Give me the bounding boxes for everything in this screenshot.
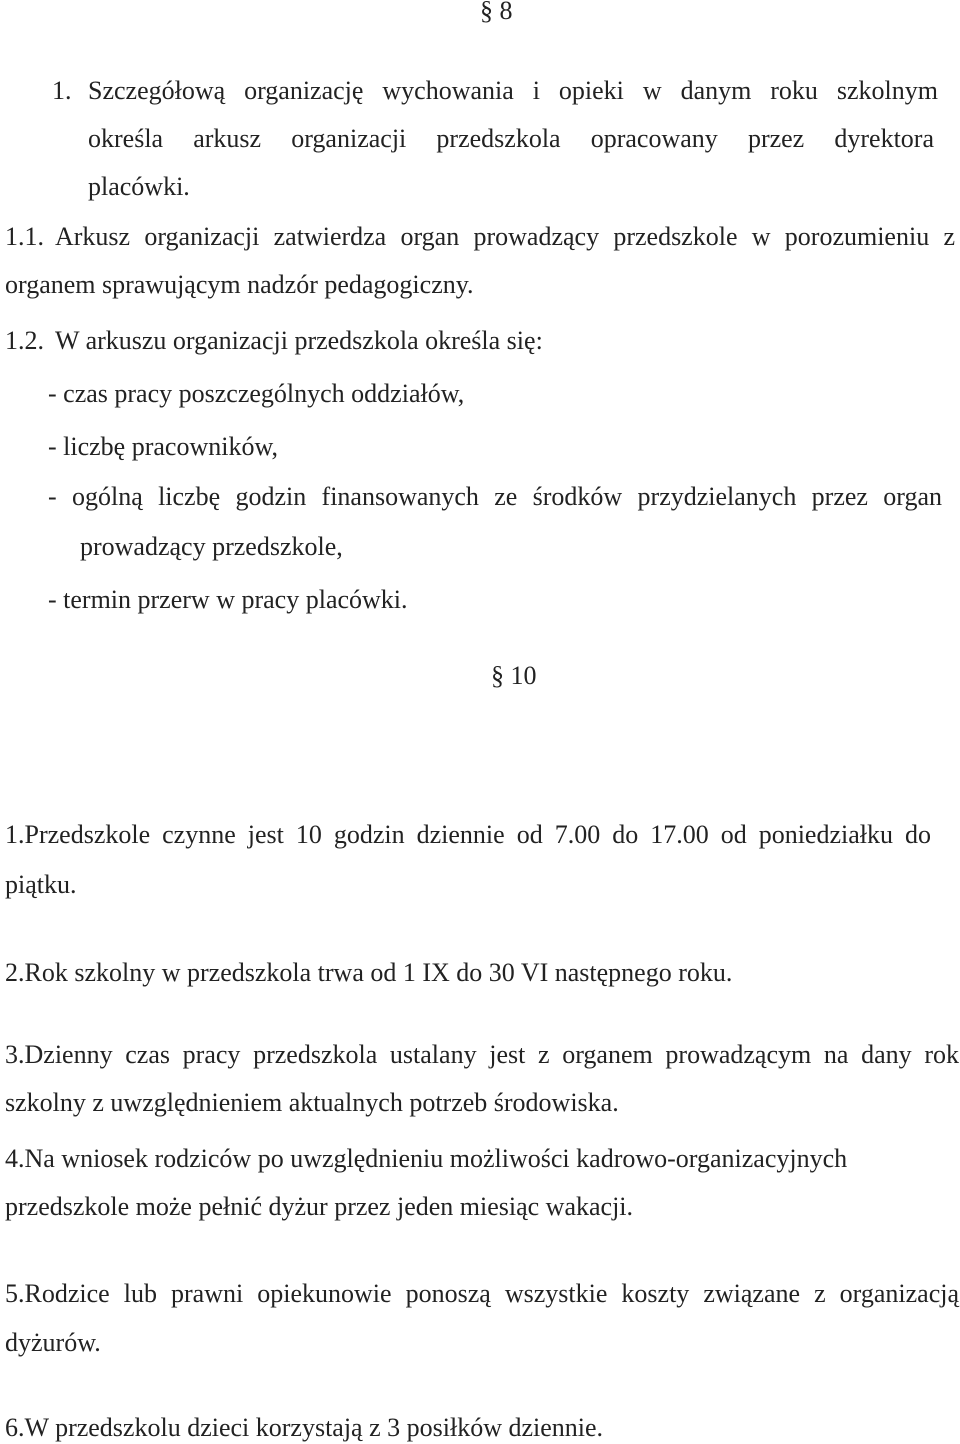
item-1-1-line-2: organem sprawującym nadzór pedagogiczny. — [5, 270, 474, 299]
sec10-item-4-line-2: przedszkole może pełnić dyżur przez jeden miesiąc wakacji. — [5, 1192, 634, 1221]
section-10-heading: § 10 — [491, 661, 537, 690]
item-1-number: 1. — [52, 76, 72, 105]
item-1-line-3: placówki. — [88, 172, 190, 201]
item-1-line-2: określa arkusz organizacji przedszkola opracowany przez dyrektora — [88, 124, 934, 153]
sec10-item-5-line-1: 5.Rodzice lub prawni opiekunowie ponoszą wszystkie koszty związane z organizacją — [5, 1279, 959, 1308]
bullet-break-periods: - termin przerw w pracy placówki. — [48, 585, 408, 614]
sec10-item-6-line-1: 6.W przedszkolu dzieci korzystają z 3 posiłków dziennie. — [5, 1413, 604, 1442]
sec10-item-2-line-1: 2.Rok szkolny w przedszkola trwa od 1 IX do 30 VI następnego roku. — [5, 958, 733, 987]
item-1-1-number: 1.1. — [5, 222, 44, 251]
item-1-1-line-1: Arkusz organizacji zatwierdza organ prowadzący przedszkole w porozumieniu z — [55, 222, 955, 251]
sec10-item-3-line-2: szkolny z uwzględnieniem aktualnych potrzeb środowiska. — [5, 1088, 619, 1117]
sec10-item-1-line-1: 1.Przedszkole czynne jest 10 godzin dziennie od 7.00 do 17.00 od poniedziałku do — [5, 820, 931, 849]
bullet-staff-count: - liczbę pracowników, — [48, 432, 279, 461]
bullet-funded-hours: - ogólną liczbę godzin finansowanych ze środków przydzielanych przez organ — [48, 482, 942, 511]
sec10-item-3-line-1: 3.Dzienny czas pracy przedszkola ustalany jest z organem prowadzącym na dany rok — [5, 1040, 959, 1069]
sec10-item-5-line-2: dyżurów. — [5, 1328, 101, 1357]
item-1-2-line-1: W arkuszu organizacji przedszkola określa się: — [55, 326, 543, 355]
bullet-working-hours: - czas pracy poszczególnych oddziałów, — [48, 379, 465, 408]
section-8-heading: § 8 — [480, 0, 513, 25]
item-1-line-1: Szczegółową organizację wychowania i opieki w danym roku szkolnym — [88, 76, 938, 105]
bullet-funded-hours-continued: prowadzący przedszkole, — [80, 532, 343, 561]
sec10-item-4-line-1: 4.Na wniosek rodziców po uwzględnieniu możliwości kadrowo-organizacyjnych — [5, 1144, 848, 1173]
sec10-item-1-line-2: piątku. — [5, 870, 77, 899]
item-1-2-number: 1.2. — [5, 326, 44, 355]
